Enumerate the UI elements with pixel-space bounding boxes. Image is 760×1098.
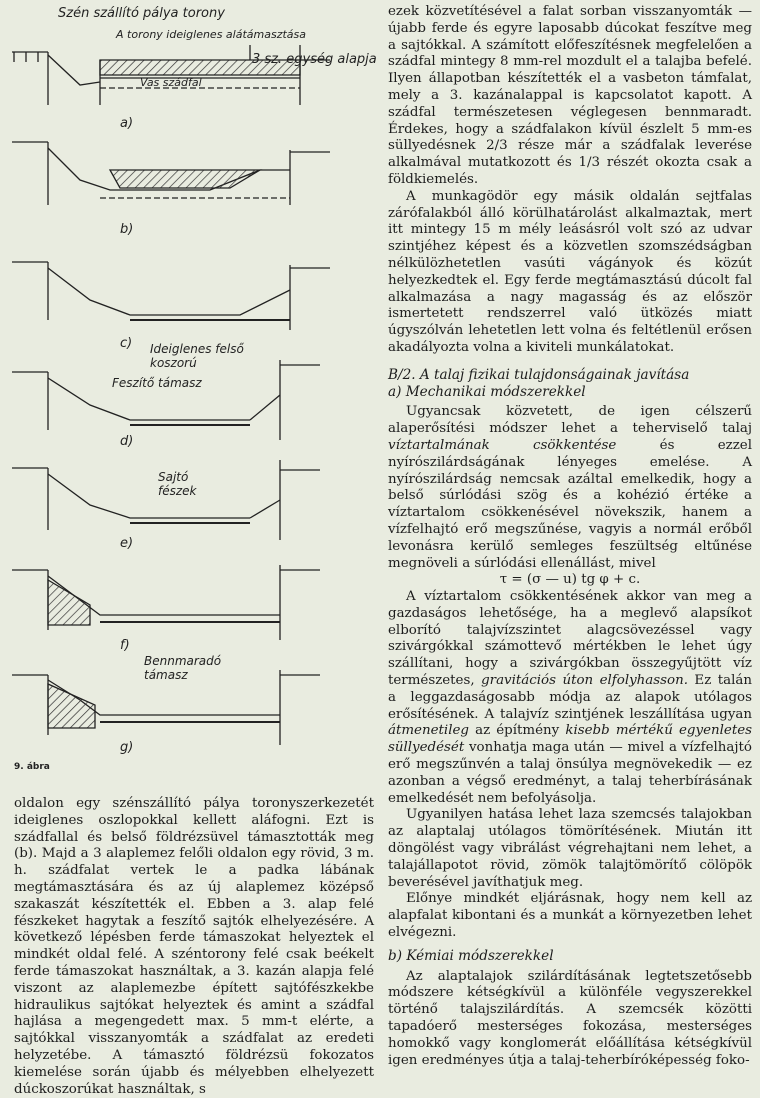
paragraph: Az alaptalajok szilárdításának legtetszetősebb módszere kétségkívül a különféle vegyszerekkel történő talajszilárdítás. A szemcsék közötti tapadóerő mesterséges fokozása, mesterséges homokkő vagy konglomerát előállítása kétségkívül igen eredményes útja a talaj-teherbíróképesség foko-: [388, 968, 752, 1068]
figure-caption: 9. ábra: [14, 762, 50, 772]
subsection-heading: b) Kémiai módszerekkel: [388, 947, 554, 964]
formula: τ = (σ — u) tg φ + c.: [499, 572, 641, 588]
panel-label-c: c): [120, 336, 133, 351]
label-foundation: 3 sz. egység alapja: [252, 52, 377, 67]
panel-f-drawing: [12, 565, 320, 640]
label-remaining-support: Bennmaradó támasz: [144, 654, 222, 682]
label-temp-support: A torony ideiglenes alátámasztása: [116, 28, 307, 41]
subsection-heading: a) Mechanikai módszerekkel: [388, 383, 586, 400]
panel-label-e: e): [120, 536, 134, 551]
paragraph: Ugyanilyen hatása lehet laza szemcsés talajokban az alaptalaj utólagos tömörítésének. Miután itt döngölést vagy vibrálást végrehajtani nem lehet, a talajállapotot rövid, zömök talajtömörítő cölöpök beverésével javíthatjuk meg.: [388, 807, 752, 890]
panel-label-g: g): [120, 740, 134, 755]
label-tower: Szén szállító pálya torony: [58, 6, 225, 21]
paragraph: ezek közvetítésével a falat sorban visszanyomták — újabb ferde és egyre laposabb dúcokat feszítve meg a sajtókkal. A számított előfeszítésnek megfelelően a szádfal mintegy 8 mm-rel mozdult el a talajba befelé. Ilyen állapotban készítették el a vasbeton támfalat, mely a 3. kazánalappal is kapcsolatot kapott. A szádfal természetesen véglegesen bennmaradt. Érdekes, hogy a szádfalakon kívül észlelt 5 mm-es süllyedésnek 2/3 része már a szádfalak leverése alkalmával mutatkozott és 1/3 részét okozta csak a földkiemelés.: [388, 4, 752, 187]
left-column: [14, 796, 374, 1098]
panel-d-drawing: [12, 360, 320, 440]
panel-b-drawing: [12, 142, 330, 205]
paragraph: Előnye mindkét eljárásnak, hogy nem kell az alapfalat kibontani és a munkát a környezetben lehet elvégezni.: [388, 891, 752, 941]
label-jack-niche: Sajtó fészek: [158, 470, 197, 498]
paragraph: oldalon egy szénszállító pálya toronyszerkezetét ideiglenes oszlopokkal kellett aláfogni. Ezt is szádfallal és belső földrézsüvel támasztották meg (b). Majd a 3 alaplemez felőli oldalon egy rövid, 3 m. h. szádfalat vertek le a padka lábának megtámasztására és az új alaplemez középső szakaszát készítették el. Ebben a 3. alap felé fészkeket hagytak a feszítő sajtók elhelyezésére. A következő lépésben ferde támaszokat helyeztek el mindkét oldal felé. A széntorony felé csak beékelt ferde támaszokat használtak, a 3. kazán alapja felé viszont az alaplemezbe épített sajtófészkekbe hidraulikus sajtókat helyeztek és amint a szádfal hajlása a megengedett max. 5 mm-t elérte, a sajtókkal visszanyomták a szádfalat az eredeti helyzetébe. A támasztó földrézsü fokozatos kiemelése során újabb és mélyebben elhelyezett dúckoszorúkat használtak, s: [14, 796, 374, 1097]
paragraph: A víztartalom csökkentésének akkor van meg a gazdaságos lehetősége, ha a meglevő alapsíkot elborító talajvízszintet alagcsövezéssel vagy szivárgókkal számottevő mértékben le lehet úgy szállítani, hogy a szivárgókban összegyűjtött víz természetes, gravitációs úton elfolyhasson. Ez talán a leggazdaságosabb módja az alapok utólagos erősítésének. A talajvíz szintjének leszállítása ugyan átmenetileg az építmény kisebb mértékű egyenletes süllyedését vonhatja maga után — mivel a vízfelhajtó erő megszűnvén a talaj önsúlya megnövekedik — ez azonban a végső eredményt, a talaj teherbírásának emelkedését nem befolyásolja.: [388, 589, 752, 806]
panel-c-drawing: [12, 262, 330, 330]
panel-label-a: a): [120, 116, 134, 131]
paragraph: A munkagödör egy másik oldalán sejtfalas zárófalakból álló körülhatárolást alkalmaztak, mert itt mintegy 15 m mély leásásról volt szó az udvar szintjéhez képest és a közvetlen szomszédságban nélkülözhetetlen vasúti vágányok és közút helyezkedtek el. Egy ferde megtámasztású dúcolt fal alkalmazása a nagy magasság és az először ismertetett rendszerrel való ütközés miatt úgyszólván lehetetlen lett volna és feltétlenül erősen akadályozta volna a kiviteli munkálatokat.: [388, 188, 752, 355]
label-tension-support: Feszítő támasz: [112, 376, 202, 390]
panel-label-f: f): [120, 638, 130, 653]
panel-label-d: d): [120, 434, 134, 449]
label-sheet-wall: Vas szádfal: [140, 76, 202, 89]
figure-9: [0, 0, 380, 790]
right-column: [388, 4, 752, 1069]
label-temp-upper-ring: Ideiglenes felső koszorú: [150, 342, 244, 370]
section-heading: B/2. A talaj fizikai tulajdonságainak javítása: [388, 366, 690, 383]
panel-label-b: b): [120, 222, 134, 237]
paragraph: Ugyancsak közvetett, de igen célszerű alaperősítési módszer lehet a teherviselő talaj víztartalmának csökkentése és ezzel nyírószilárdságának lényeges emelése. A nyírószilárdság nemcsak azáltal emelkedik, hogy a belső súrlódási szög és a kohézió értéke a víztartalom csökkenésével növekszik, hanem a vízfelhajtó erő megszűnése, vagyis a normál erőből levonásra kerülő semleges feszültség eltűnése megnöveli a súrlódási ellenállást, mivel: [388, 404, 752, 571]
